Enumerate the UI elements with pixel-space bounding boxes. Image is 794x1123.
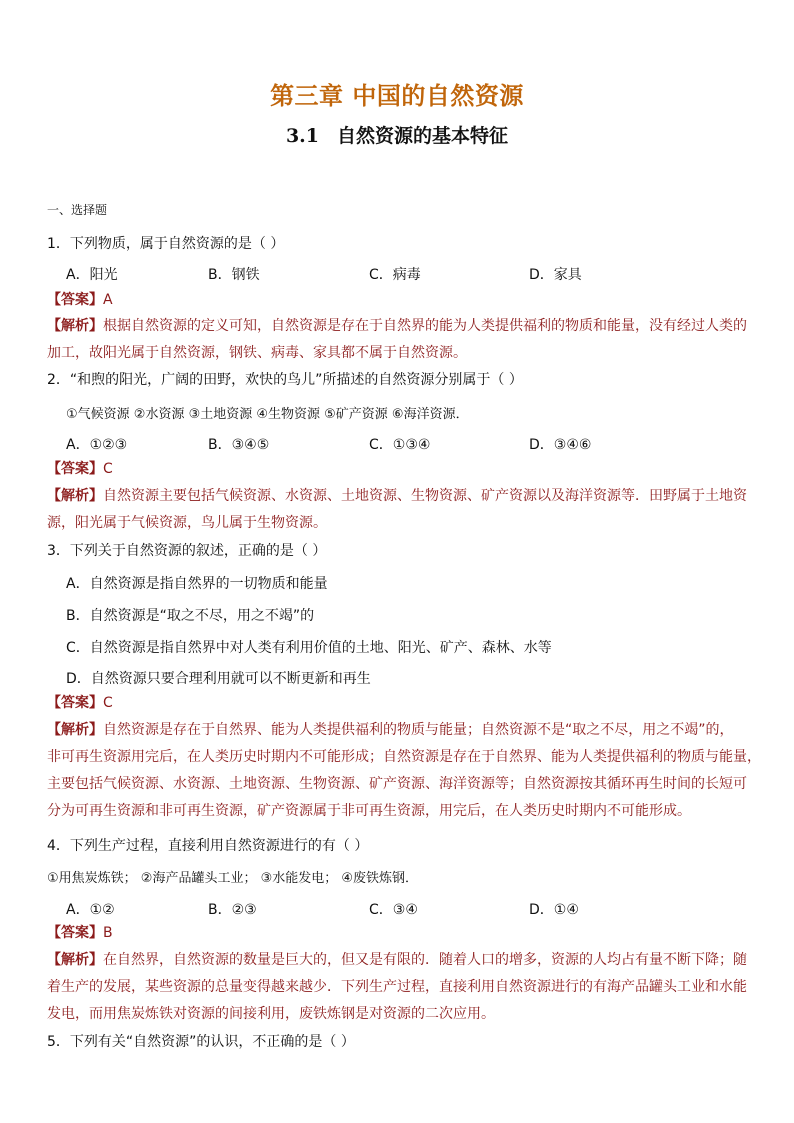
question-2-option-a: A．①②③ — [66, 437, 128, 453]
question-4-option-c: C．③④ — [369, 902, 418, 918]
explanation-text: 在自然界，自然资源的数量是巨大的，但又是有限的．随着人口的增多，资源的人均占有量不断下降；随 — [103, 952, 747, 968]
answer-tag: 【答案】 — [47, 292, 103, 308]
question-2-option-c: C．①③④ — [369, 437, 431, 453]
question-4-explanation-line-3: 发电，而用焦炭炼铁对资源的间接利用，废铁炼钢是对资源的二次应用。 — [47, 1006, 495, 1022]
question-2-explanation-line-2: 源，阳光属于气候资源，鸟儿属于生物资源。 — [47, 515, 327, 531]
answer-tag: 【答案】 — [47, 695, 103, 711]
question-1-explanation-line-2: 加工，故阳光属于自然资源，钢铁、病毒、家具都不属于自然资源。 — [47, 345, 467, 361]
answer-value: A — [103, 292, 113, 308]
explanation-text: 根据自然资源的定义可知，自然资源是存在于自然界的能为人类提供福利的物质和能量，没有经过人类的 — [103, 318, 747, 334]
question-1-answer — [47, 289, 113, 309]
question-2-items: ①气候资源 ②水资源 ③土地资源 ④生物资源 ⑤矿产资源 ⑥海洋资源． — [66, 407, 469, 422]
section-number: 3.1 — [285, 125, 320, 147]
question-3-explanation-line-4: 分为可再生资源和非可再生资源，矿产资源属于非可再生资源，用完后，在人类历史时期内不可能形成。 — [47, 803, 691, 819]
question-3-explanation-line-2: 非可再生资源用完后，在人类历史时期内不可能形成；自然资源是存在于自然界、能为人类提供福利的物质与能量， — [47, 749, 761, 765]
question-4-option-d: D．①④ — [529, 902, 579, 918]
question-2-answer — [47, 458, 113, 478]
explanation-text: 自然资源主要包括气候资源、水资源、土地资源、生物资源、矿产资源以及海洋资源等．田野属于土地资 — [103, 488, 747, 504]
question-1-option-c: C．病毒 — [369, 267, 421, 283]
question-4-stem: 4．下列生产过程，直接利用自然资源进行的有（ ） — [47, 838, 369, 854]
explanation-tag: 【解析】 — [47, 952, 103, 968]
question-1-option-a: A．阳光 — [66, 267, 118, 283]
question-4-explanation-line-2: 着生产的发展，某些资源的总量变得越来越少．下列生产过程，直接利用自然资源进行的有海产品罐头工业和水能 — [47, 979, 747, 995]
answer-value: C — [103, 461, 113, 477]
answer-value: B — [103, 925, 113, 941]
question-3-option-a: A．自然资源是指自然界的一切物质和能量 — [66, 576, 328, 592]
answer-tag: 【答案】 — [47, 925, 103, 941]
question-2-explanation-line-1 — [47, 485, 747, 505]
question-3-option-b: B．自然资源是“取之不尽，用之不竭”的 — [66, 608, 315, 624]
question-1-stem: 1．下列物质，属于自然资源的是（ ） — [47, 236, 285, 252]
question-3-stem: 3．下列关于自然资源的叙述，正确的是（ ） — [47, 543, 327, 559]
question-4-option-b: B．②③ — [208, 902, 257, 918]
chapter-title: 第三章 中国的自然资源 — [270, 82, 524, 110]
question-1-option-b: B．钢铁 — [208, 267, 260, 283]
question-3-answer — [47, 692, 113, 712]
section-title-text: 自然资源的基本特征 — [337, 125, 509, 147]
question-3-option-c: C．自然资源是指自然界中对人类有利用价值的土地、阳光、矿产、森林、水等 — [66, 640, 552, 656]
answer-value: C — [103, 695, 113, 711]
part-heading: 一、选择题 — [47, 203, 108, 217]
section-title — [0, 121, 794, 148]
explanation-tag: 【解析】 — [47, 722, 103, 738]
question-2-stem: 2．“和煦的阳光，广阔的田野，欢快的鸟儿”所描述的自然资源分别属于（ ） — [47, 372, 523, 388]
question-2-option-b: B．③④⑤ — [208, 437, 270, 453]
question-3-option-d: D．自然资源只要合理利用就可以不断更新和再生 — [66, 671, 371, 687]
question-4-explanation-line-1 — [47, 949, 747, 969]
question-2-option-d: D．③④⑥ — [529, 437, 592, 453]
question-1-explanation-line-1 — [47, 315, 747, 335]
question-4-answer — [47, 922, 113, 942]
question-3-explanation-line-1 — [47, 719, 747, 739]
explanation-tag: 【解析】 — [47, 488, 103, 504]
explanation-tag: 【解析】 — [47, 318, 103, 334]
answer-tag: 【答案】 — [47, 461, 103, 477]
question-4-items: ①用焦炭炼铁； ②海产品罐头工业； ③水能发电； ④废铁炼钢． — [47, 871, 419, 886]
explanation-text: 自然资源是存在于自然界、能为人类提供福利的物质与能量；自然资源不是“取之不尽，用之不竭”的， — [103, 722, 734, 738]
question-3-explanation-line-3: 主要包括气候资源、水资源、土地资源、生物资源、矿产资源、海洋资源等；自然资源按其循环再生时间的长短可 — [47, 776, 747, 792]
question-1-option-d: D．家具 — [529, 267, 582, 283]
question-4-option-a: A．①② — [66, 902, 115, 918]
question-5-stem: 5．下列有关“自然资源”的认识，不正确的是（ ） — [47, 1034, 355, 1050]
